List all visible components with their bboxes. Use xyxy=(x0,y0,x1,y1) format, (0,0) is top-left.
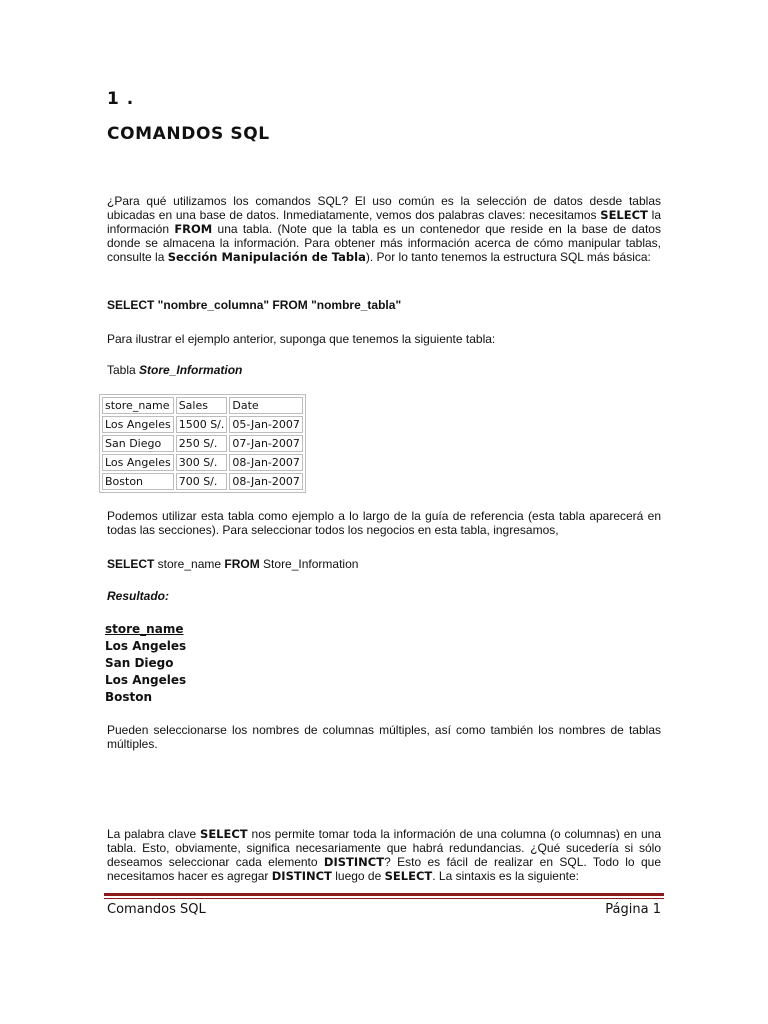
footer-title: Comandos SQL xyxy=(107,902,206,917)
distinct-paragraph: La palabra clave SELECT nos permite tomar toda la información de una columna (o columnas) en una tabla. Esto, obviamente, significa necesariamente que habrá redundancias. ¿Qué sucedería si sólo deseamos seleccionar cada elemento DISTINCT? Esto es fácil de realizar en SQL. Todo lo que necesitamos hacer es agregar DISTINCT luego de SELECT. La sintaxis es la siguiente: xyxy=(107,827,661,883)
footer-rule-thin xyxy=(104,898,664,899)
result-item: San Diego xyxy=(105,656,174,670)
table-label: Tabla Store_Information xyxy=(107,363,243,377)
table-cell: 700 S/. xyxy=(176,473,228,490)
table-cell: Los Angeles xyxy=(102,454,174,471)
table-cell: 1500 S/. xyxy=(176,416,228,433)
table-cell: 05-Jan-2007 xyxy=(229,416,303,433)
table-cell: 250 S/. xyxy=(176,435,228,452)
table-cell: 300 S/. xyxy=(176,454,228,471)
table-cell: Boston xyxy=(102,473,174,490)
result-header: store_name xyxy=(105,622,184,636)
select-query: SELECT store_name FROM Store_Information xyxy=(107,557,359,571)
table-cell: 08-Jan-2007 xyxy=(229,454,303,471)
table-row xyxy=(102,416,303,433)
table-row xyxy=(102,473,303,490)
table-row xyxy=(102,435,303,452)
section-number: 1 . xyxy=(107,89,135,109)
table-cell: 07-Jan-2007 xyxy=(229,435,303,452)
footer-rule-thick xyxy=(104,893,664,896)
store-information-table xyxy=(99,394,306,493)
table-row xyxy=(102,454,303,471)
result-item: Boston xyxy=(105,690,153,704)
example-paragraph: Podemos utilizar esta tabla como ejemplo a lo largo de la guía de referencia (esta tabla aparecerá en todas las secciones). Para seleccionar todos los negocios en esta tabla, ingresamos, xyxy=(107,509,661,537)
footer-page-number: Página 1 xyxy=(605,902,661,917)
result-item: Los Angeles xyxy=(105,673,187,687)
table-cell: Los Angeles xyxy=(102,416,174,433)
table-header-cell: Sales xyxy=(176,397,228,414)
result-list xyxy=(105,621,186,706)
page-title: COMANDOS SQL xyxy=(107,124,270,144)
table-cell: 08-Jan-2007 xyxy=(229,473,303,490)
table-header-row xyxy=(102,397,303,414)
illustrate-text: Para ilustrar el ejemplo anterior, suponga que tenemos la siguiente tabla: xyxy=(107,332,496,346)
result-label: Resultado: xyxy=(107,589,170,603)
table-header-cell: store_name xyxy=(102,397,174,414)
table-header-cell: Date xyxy=(229,397,303,414)
sql-syntax: SELECT "nombre_columna" FROM "nombre_tabla" xyxy=(107,298,402,312)
result-item: Los Angeles xyxy=(105,639,187,653)
multi-columns-paragraph: Pueden seleccionarse los nombres de columnas múltiples, así como también los nombres de tablas múltiples. xyxy=(107,723,661,751)
table-cell: San Diego xyxy=(102,435,174,452)
intro-paragraph: ¿Para qué utilizamos los comandos SQL? El uso común es la selección de datos desde tablas ubicadas en una base de datos. Inmediatamente, vemos dos palabras claves: necesitamos SELECT la información FROM una tabla. (Note que la tabla es un contenedor que reside en la base de datos donde se almacena la información. Para obtener más información acerca de cómo manipular tablas, consulte la Sección Manipulación de Tabla). Por lo tanto tenemos la estructura SQL más básica: xyxy=(107,194,661,264)
